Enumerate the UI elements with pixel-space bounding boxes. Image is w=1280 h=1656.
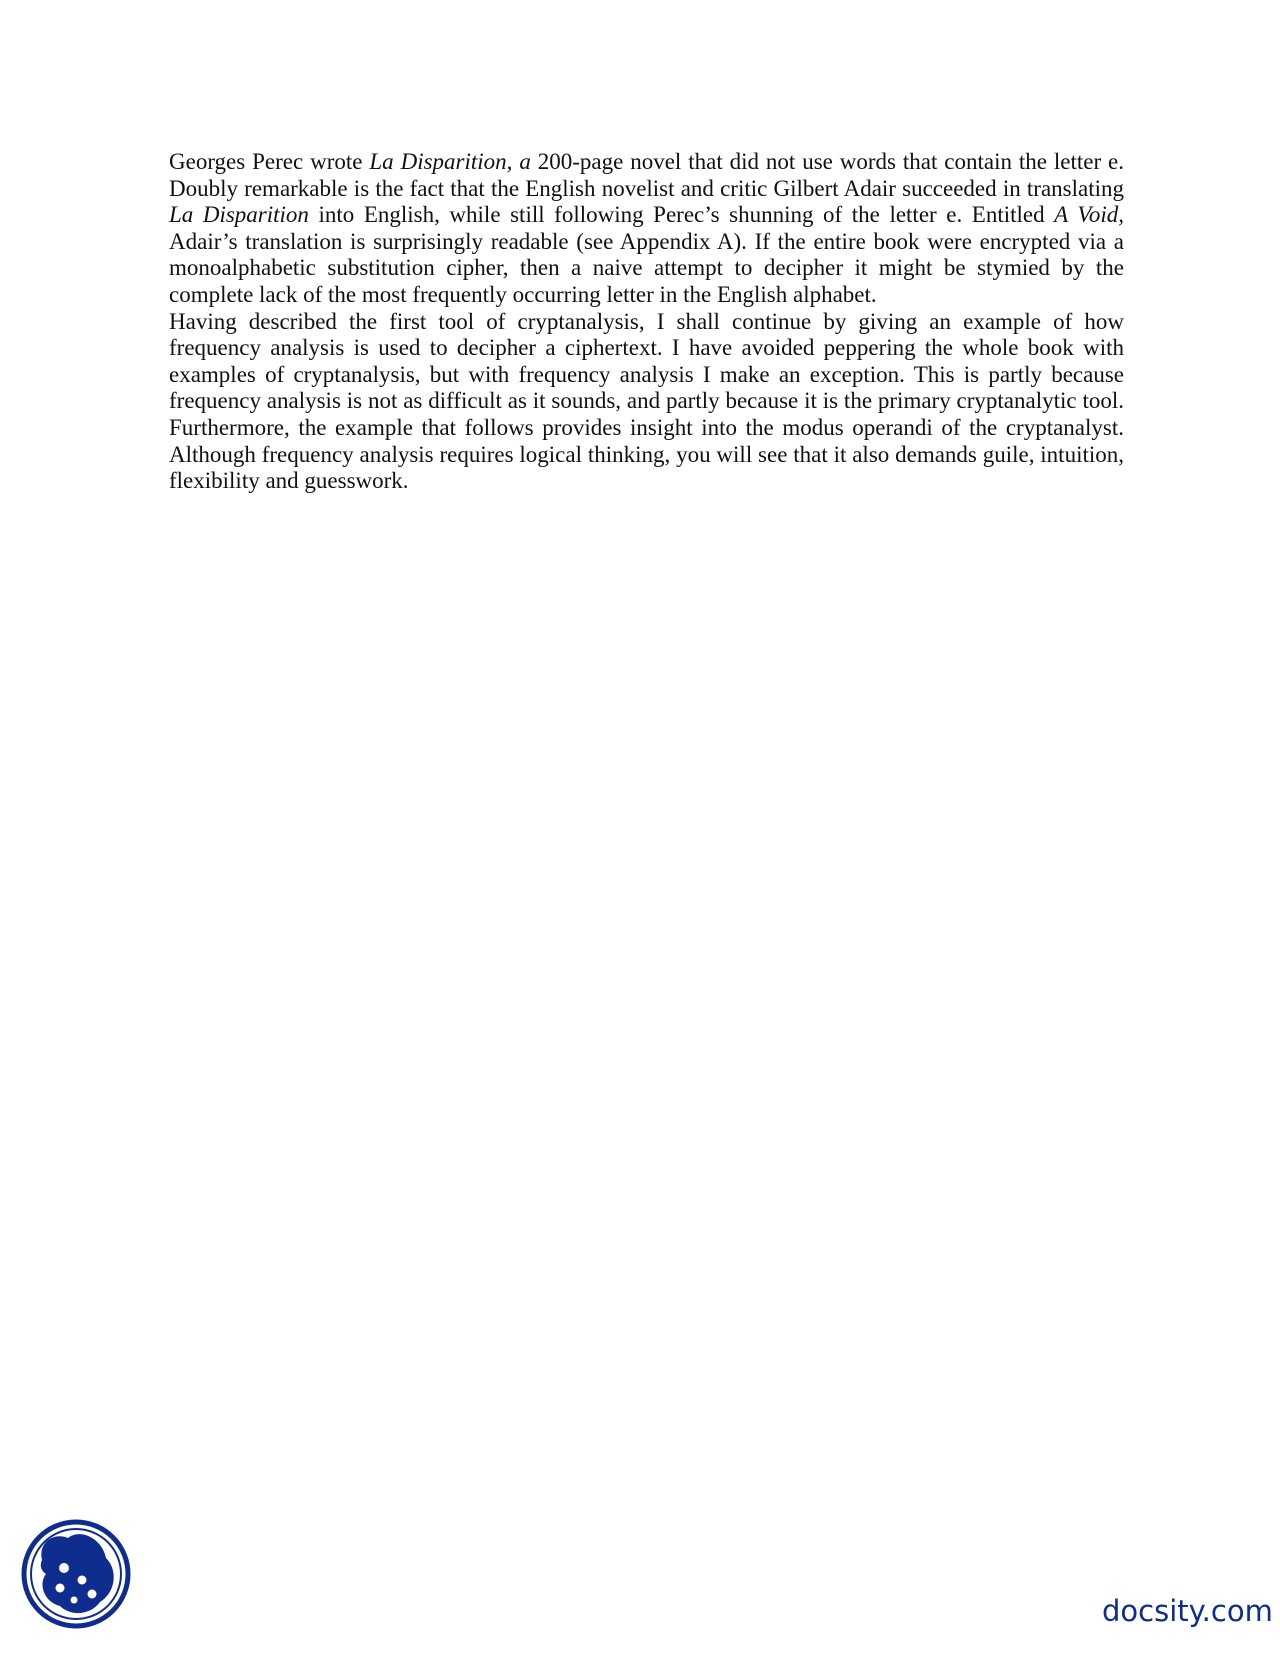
- body-text: [169, 149, 1124, 495]
- p1-run-italic: A Void,: [1054, 202, 1124, 228]
- p1-run: Adair’s translation is surprisingly readable (see Appendix A). If the entire book were encrypted via a monoalphabetic substitution cipher, then a naive attempt to decipher it might be stymied by the complete lack of the most frequently occurring letter in the English alphabet.: [169, 228, 1124, 307]
- paragraph-1: [169, 149, 1124, 309]
- brand-link[interactable]: docsity.com: [1102, 1594, 1273, 1628]
- paragraph-2: Having described the first tool of cryptanalysis, I shall continue by giving an example of how frequency analysis is used to decipher a ciphertext. I have avoided peppering the whole book with examples of cryptanalysis, but with frequency analysis I make an exception. This is partly because frequency analysis is not as difficult as it sounds, and partly because it is the primary cryptanalytic tool. Furthermore, the example that follows provides insight into the modus operandi of the cryptanalyst. Although frequency analysis requires logical thinking, you will see that it also demands guile, intuition, flexibility and guesswork.: [169, 308, 1124, 494]
- docsity-logo-icon[interactable]: [20, 1518, 132, 1630]
- p1-run: 200-page novel that did not use words that contain the letter e. Doubly remarkable is the fact that the English novelist and critic Gilbert Adair succeeded in translating: [169, 149, 1125, 201]
- p1-run: Georges Perec wrote: [169, 149, 370, 174]
- p1-run: into English, while still following Perec’s shunning of the letter e. Entitled: [308, 202, 1055, 228]
- p1-run-italic: La Disparition: [169, 202, 309, 228]
- p1-run-italic: La Disparition, a: [369, 149, 531, 174]
